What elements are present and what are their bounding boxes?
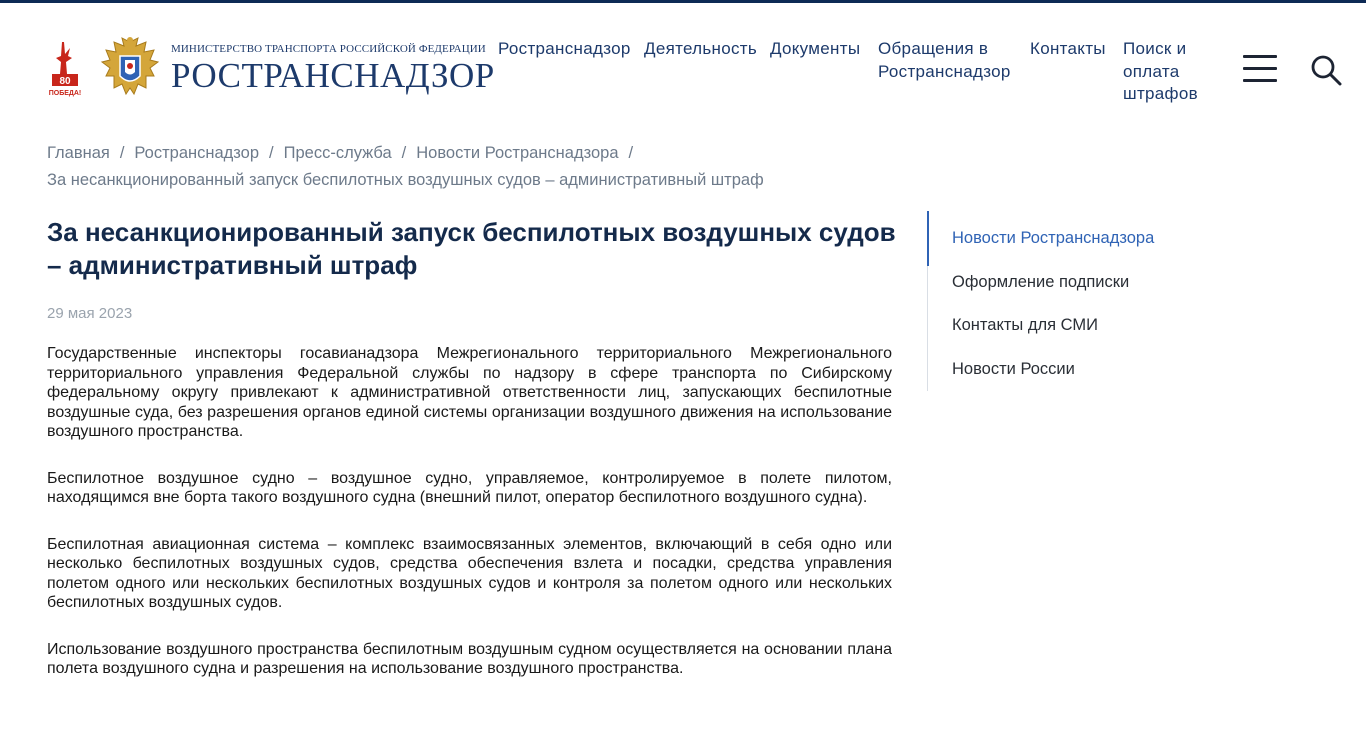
breadcrumb-separator: / <box>401 144 407 162</box>
breadcrumb-current: За несанкционированный запуск беспилотных воздушных судов – административный штраф <box>47 171 764 189</box>
article-body <box>47 344 892 706</box>
article-paragraph: Беспилотная авиационная система – комплекс взаимосвязанных элементов, включающий в себя одно или несколько беспилотных воздушных судов, средства обеспечения взлета и посадки, средства управления полетом одного или нескольких беспилотных воздушных судов и контроля за полетом одного или нескольких беспилотных воздушных судов. <box>47 535 892 611</box>
search-icon[interactable] <box>1310 54 1342 86</box>
breadcrumb-separator: / <box>269 144 274 162</box>
hamburger-menu-icon[interactable] <box>1243 55 1277 83</box>
nav-item-activity[interactable]: Деятельность <box>644 39 758 58</box>
article-date: 29 мая 2023 <box>47 305 133 322</box>
sidebar-active-indicator <box>927 211 929 266</box>
article-paragraph: Беспилотное воздушное судно – воздушное судно, управляемое, контролируемое в полете пилотом, находящимся вне борта такого воздушного судна (внешний пилот, оператор беспилотного воздушного судна). <box>47 469 892 506</box>
nav-item-appeals[interactable]: Обращения в Ространснадзор <box>878 39 1011 81</box>
breadcrumb-news[interactable]: Новости Ространснадзора <box>416 144 619 162</box>
top-accent-bar <box>0 0 1366 3</box>
sidebar-item-russia-news[interactable]: Новости России <box>952 360 1075 378</box>
breadcrumb <box>47 140 897 194</box>
victory-80-logo[interactable] <box>48 40 82 98</box>
article-paragraph: Государственные инспекторы госавианадзора Межрегионального территориального Межрегионального территориального управления Федеральной службы по надзору в сфере транспорта по Сибирскому федеральному округу привлекают к административной ответственности лиц, запускающих беспилотные воздушные суда, без разрешения органов единой системы организации воздушного движения на использование воздушного пространства. <box>47 345 892 440</box>
article-title: За несанкционированный запуск беспилотных воздушных судов – административный штраф <box>47 217 896 280</box>
breadcrumb-rostransnadzor[interactable]: Ространснадзор <box>134 144 260 162</box>
nav-item-rostransnadzor[interactable]: Ространснадзор <box>498 39 631 58</box>
nav-item-documents[interactable]: Документы <box>770 39 861 58</box>
article-paragraph: Использование воздушного пространства беспилотным воздушным судном осуществляется на основании плана полета воздушного судна и разрешения на использование воздушного пространства. <box>47 640 892 677</box>
press-sidebar <box>927 211 1228 391</box>
breadcrumb-separator: / <box>628 144 634 162</box>
svg-text:80: 80 <box>59 76 71 87</box>
ministry-subtitle: МИНИСТЕРСТВО ТРАНСПОРТА РОССИЙСКОЙ ФЕДЕРАЦИИ <box>171 43 486 55</box>
sidebar-item-media-contacts[interactable]: Контакты для СМИ <box>952 316 1098 334</box>
sidebar-item-news[interactable]: Новости Ространснадзора <box>952 229 1155 247</box>
svg-text:ПОБЕДА!: ПОБЕДА! <box>48 90 82 97</box>
breadcrumb-press-service[interactable]: Пресс-служба <box>283 144 392 162</box>
ministry-emblem-logo[interactable] <box>100 36 160 102</box>
nav-item-contacts[interactable]: Контакты <box>1030 39 1106 58</box>
breadcrumb-separator: / <box>119 144 125 162</box>
site-brand-name[interactable]: РОСТРАНСНАДЗОР <box>171 56 495 95</box>
breadcrumb-home[interactable]: Главная <box>47 144 110 162</box>
sidebar-item-subscription[interactable]: Оформление подписки <box>952 273 1130 291</box>
nav-item-fines[interactable]: Поиск и оплата штрафов <box>1123 39 1198 103</box>
